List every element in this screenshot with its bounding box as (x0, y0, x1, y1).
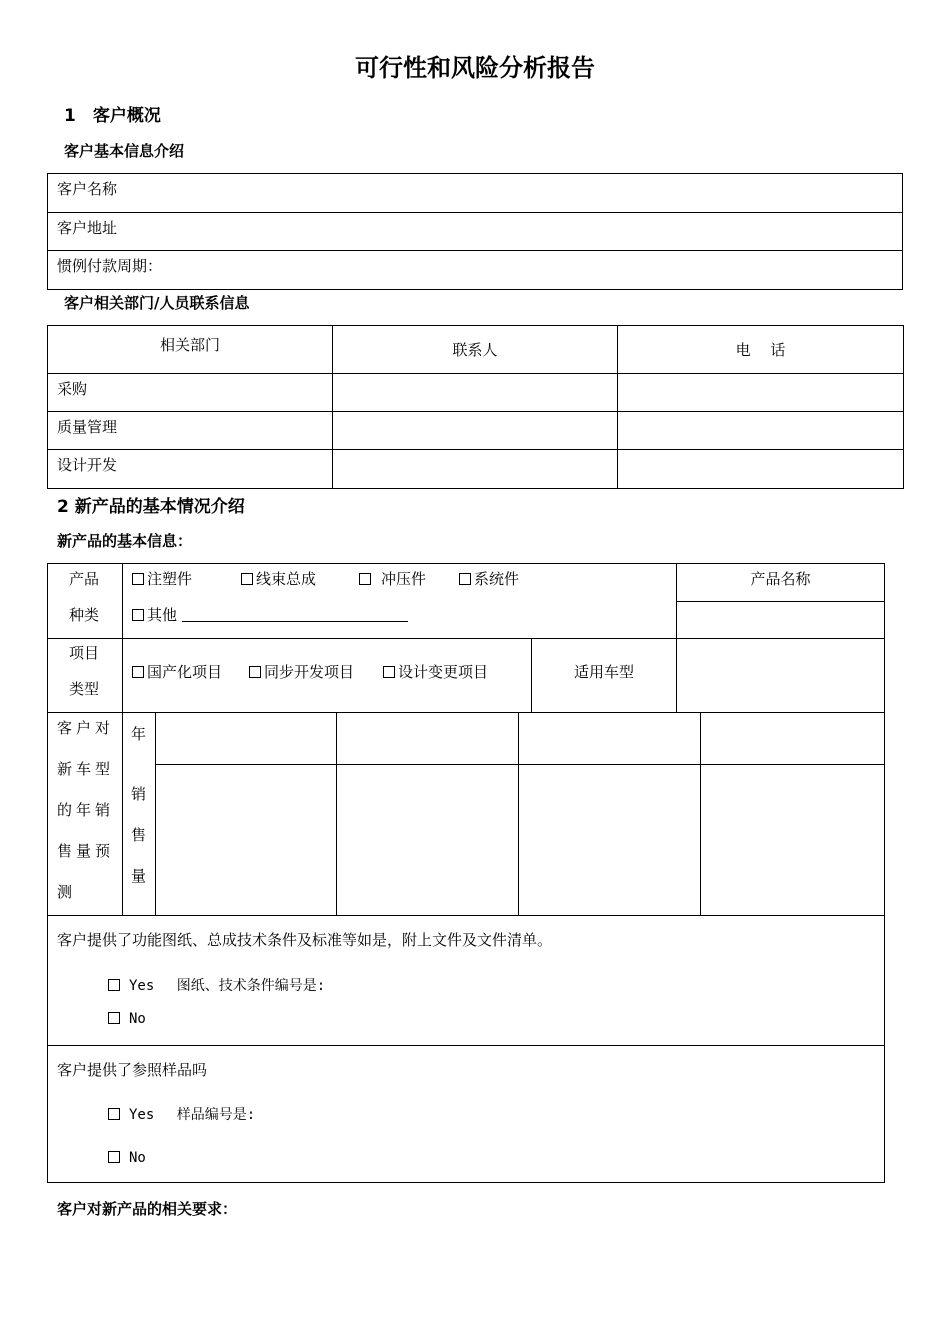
customer-contacts-table (47, 325, 904, 489)
sales-label-2: 售 (131, 826, 147, 844)
product-name-label: 产品名称 (750, 570, 811, 588)
year-label: 年 (131, 725, 147, 743)
option-sync-development[interactable]: 同步开发项目 (249, 661, 354, 682)
forecast-label-1: 客户对 (57, 719, 115, 737)
sales-label-1: 销 (131, 785, 147, 803)
checkbox[interactable] (108, 1012, 120, 1024)
checkbox[interactable] (383, 666, 395, 678)
vehicle-label: 适用车型 (573, 663, 634, 681)
department-design: 设计开发 (48, 450, 333, 489)
new-product-info-heading: 新产品的基本信息： (57, 532, 193, 550)
checkbox[interactable] (108, 1151, 120, 1163)
new-product-table (47, 563, 885, 1183)
contact-person-header: 联系人 (333, 326, 618, 374)
checkbox[interactable] (108, 1108, 120, 1120)
customer-basic-info-heading: 客户基本信息介绍 (64, 142, 185, 160)
customer-contacts-heading: 客户相关部门/人员联系信息 (64, 294, 250, 312)
section-2-heading: 2 新产品的基本情况介绍 (57, 497, 245, 517)
checkbox[interactable] (132, 609, 144, 621)
project-type-label-1: 项目 (69, 644, 100, 662)
department-header: 相关部门 (48, 326, 333, 374)
section-1-heading: 1 客户概况 (64, 106, 161, 126)
other-input-line[interactable] (182, 621, 408, 622)
option-system[interactable]: 系统件 (459, 568, 519, 589)
phone-cell[interactable] (618, 374, 904, 412)
department-purchasing: 采购 (48, 374, 333, 412)
forecast-label-2: 新车型 (57, 760, 115, 778)
option-design-change[interactable]: 设计变更项目 (383, 661, 488, 682)
drawings-question: 客户提供了功能图纸、总成技术条件及标准等如是，附上文件及文件清单。 (57, 931, 553, 949)
page-title: 可行性和风险分析报告 (355, 53, 595, 82)
customer-basic-info-table (47, 173, 903, 290)
phone-header: 电 话 (618, 326, 904, 374)
option-injection-molding[interactable]: 注塑件 (132, 568, 192, 589)
drawings-yes-option[interactable]: Yes 图纸、技术条件编号是: (108, 975, 325, 995)
sales-label-3: 量 (131, 867, 147, 885)
checkbox[interactable] (359, 573, 371, 585)
customer-address-cell[interactable]: 客户地址 (48, 213, 903, 251)
project-type-label-2: 类型 (69, 680, 100, 698)
option-wire-harness[interactable]: 线束总成 (241, 568, 316, 589)
phone-cell[interactable] (618, 450, 904, 489)
option-other[interactable]: 其他 (132, 604, 177, 625)
product-type-label-2: 种类 (69, 606, 100, 624)
customer-name-cell[interactable]: 客户名称 (48, 174, 903, 213)
option-localization-project[interactable]: 国产化项目 (132, 661, 222, 682)
department-quality: 质量管理 (48, 412, 333, 450)
sample-yes-option[interactable]: Yes 样品编号是: (108, 1104, 255, 1124)
sample-question: 客户提供了参照样品吗 (57, 1061, 208, 1079)
forecast-label-3: 的年销 (57, 801, 115, 819)
checkbox[interactable] (459, 573, 471, 585)
checkbox[interactable] (132, 666, 144, 678)
option-stamping[interactable]: 冲压件 (359, 568, 426, 589)
checkbox[interactable] (241, 573, 253, 585)
contact-cell[interactable] (333, 374, 618, 412)
forecast-label-4: 售量预 (57, 842, 115, 860)
checkbox[interactable] (132, 573, 144, 585)
drawings-no-option[interactable]: No (108, 1011, 146, 1027)
forecast-label-5: 测 (57, 883, 73, 901)
checkbox[interactable] (249, 666, 261, 678)
product-type-label-1: 产品 (69, 570, 100, 588)
contact-cell[interactable] (333, 412, 618, 450)
requirements-heading: 客户对新产品的相关要求： (57, 1200, 238, 1218)
phone-cell[interactable] (618, 412, 904, 450)
sample-no-option[interactable]: No (108, 1150, 146, 1166)
contact-cell[interactable] (333, 450, 618, 489)
payment-term-cell[interactable]: 惯例付款周期： (48, 251, 903, 290)
checkbox[interactable] (108, 979, 120, 991)
